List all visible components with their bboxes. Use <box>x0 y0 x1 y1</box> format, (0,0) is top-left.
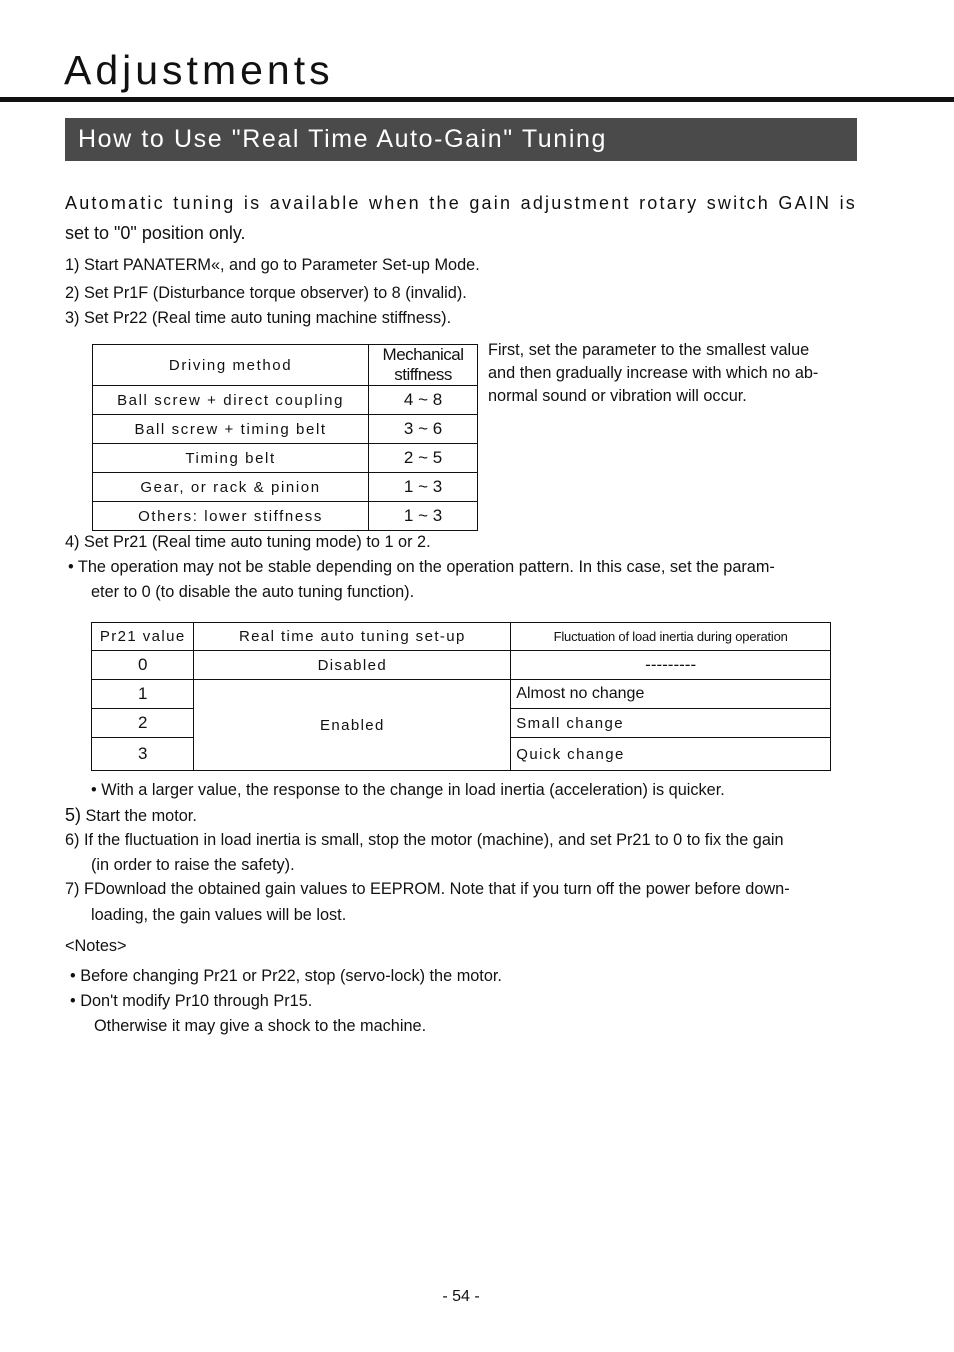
pr21-value-cell: 1 <box>92 680 194 709</box>
table-row <box>93 502 478 531</box>
step-5 <box>65 804 197 827</box>
side-note-line: normal sound or vibration will occur. <box>488 387 747 405</box>
page-number: - 54 - <box>442 1288 480 1305</box>
page-title: Adjustments <box>64 47 334 93</box>
table-row <box>92 680 831 709</box>
section-title: How to Use "Real Time Auto-Gain" Tuning <box>78 125 607 153</box>
note-item-2: • Don't modify Pr10 through Pr15. <box>70 992 313 1010</box>
table-row <box>93 415 478 444</box>
pr21-value-cell: 0 <box>92 651 194 680</box>
header-pr21-value: Pr21 value <box>92 623 194 651</box>
table-header-row <box>92 623 831 651</box>
step-6-line-2: (in order to raise the safety). <box>91 856 295 874</box>
step-2: 2) Set Pr1F (Disturbance torque observer) to 8 (invalid). <box>65 284 467 302</box>
note-item-2-continuation: Otherwise it may give a shock to the machine. <box>94 1017 427 1035</box>
stiffness-cell: 3 ~ 6 <box>369 415 478 444</box>
pr21-value-cell: 2 <box>92 709 194 738</box>
driving-method-cell: Ball screw + timing belt <box>93 415 369 444</box>
step-7-line-2: loading, the gain values will be lost. <box>91 906 347 924</box>
fluctuation-cell: --------- <box>511 651 831 680</box>
intro-line-1: Automatic tuning is available when the gain adjustment rotary switch GAIN is <box>65 193 857 213</box>
table-row <box>93 444 478 473</box>
stiffness-cell: 4 ~ 8 <box>369 386 478 415</box>
header-driving-method: Driving method <box>93 345 369 386</box>
step-4-note-line-1: • The operation may not be stable depending on the operation pattern. In this case, set the param- <box>68 558 775 576</box>
stiffness-cell: 2 ~ 5 <box>369 444 478 473</box>
step-5-text: Start the motor. <box>85 807 197 825</box>
larger-value-note: • With a larger value, the response to the change in load inertia (acceleration) is quicker. <box>91 781 725 799</box>
tuning-setup-cell: Disabled <box>194 651 511 680</box>
header-load-inertia-fluctuation: Fluctuation of load inertia during operation <box>511 623 831 651</box>
table-row <box>93 473 478 502</box>
step-5-number: 5) <box>65 805 82 825</box>
stiffness-cell: 1 ~ 3 <box>369 502 478 531</box>
title-rule <box>0 97 954 102</box>
step-4: 4) Set Pr21 (Real time auto tuning mode) to 1 or 2. <box>65 533 431 551</box>
stiffness-table <box>92 344 478 531</box>
note-item-1: • Before changing Pr21 or Pr22, stop (servo-lock) the motor. <box>70 967 502 985</box>
stiffness-side-note <box>488 339 858 408</box>
header-tuning-setup: Real time auto tuning set-up <box>194 623 511 651</box>
stiffness-cell: 1 ~ 3 <box>369 473 478 502</box>
step-7-line-1: 7) FDownload the obtained gain values to EEPROM. Note that if you turn off the power before down- <box>65 880 790 898</box>
table-row <box>92 651 831 680</box>
driving-method-cell: Gear, or rack & pinion <box>93 473 369 502</box>
auto-tuning-mode-table <box>91 622 831 771</box>
intro-line-2: set to "0" position only. <box>65 223 246 243</box>
fluctuation-cell: Almost no change <box>511 680 831 709</box>
step-6-line-1: 6) If the fluctuation in load inertia is small, stop the motor (machine), and set Pr21 to 0 to fix the gain <box>65 831 784 849</box>
table-row <box>93 386 478 415</box>
driving-method-cell: Ball screw + direct coupling <box>93 386 369 415</box>
side-note-line: First, set the parameter to the smallest value <box>488 341 810 359</box>
table-header-row <box>93 345 478 386</box>
step-4-note-line-2: eter to 0 (to disable the auto tuning function). <box>91 583 415 601</box>
notes-heading: <Notes> <box>65 937 127 955</box>
header-mechanical-stiffness: Mechanical stiffness <box>369 345 478 386</box>
step-3: 3) Set Pr22 (Real time auto tuning machine stiffness). <box>65 309 452 327</box>
tuning-setup-cell: Enabled <box>194 680 511 771</box>
section-header-bar <box>65 118 857 161</box>
pr21-value-cell: 3 <box>92 738 194 771</box>
step-1: 1) Start PANATERM«, and go to Parameter Set-up Mode. <box>65 256 480 274</box>
fluctuation-cell: Small change <box>511 709 831 738</box>
driving-method-cell: Timing belt <box>93 444 369 473</box>
fluctuation-cell: Quick change <box>511 738 831 771</box>
side-note-line: and then gradually increase with which no ab- <box>488 364 819 382</box>
driving-method-cell: Others: lower stiffness <box>93 502 369 531</box>
